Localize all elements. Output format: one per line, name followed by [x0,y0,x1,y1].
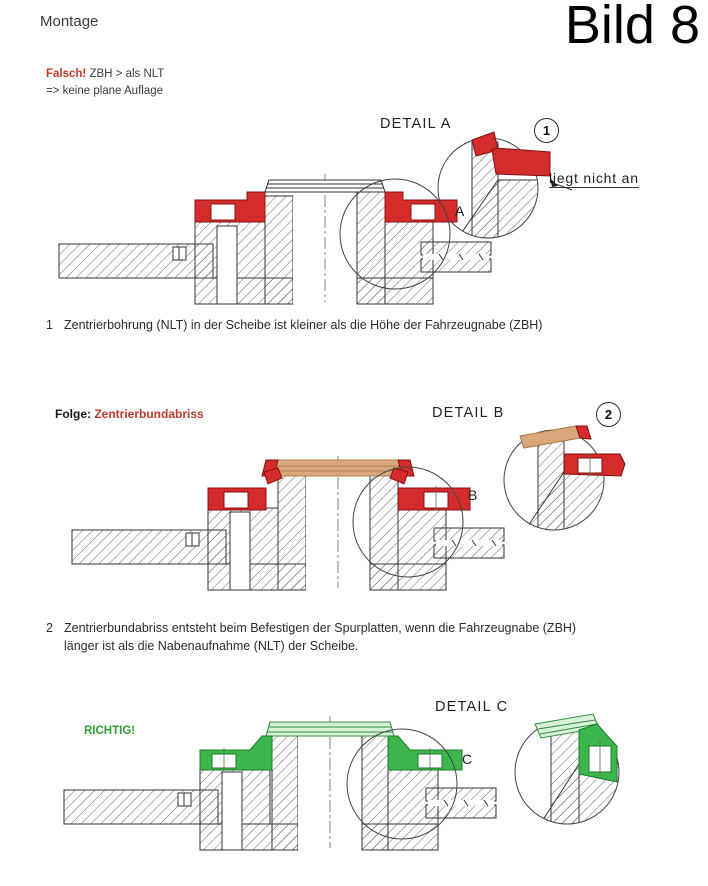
caption-1-text: Zentrierbohrung (NLT) in der Scheibe ist kleiner als die Höhe der Fahrzeugnabe (ZBH) [64,318,543,332]
detail-c-label: DETAIL C [435,699,509,715]
caption-2-text [64,619,664,655]
note-falsch [46,66,164,100]
circled-number-2: 2 [596,402,621,427]
caption-1-number: 1 [46,318,53,332]
note-falsch-line2: => keine plane Auflage [46,85,164,97]
note-richtig-keyword: RICHTIG! [84,725,136,737]
page-title: Montage [40,13,99,30]
main-diagram-3-correct [60,696,500,856]
note-folge-keyword: Folge: [55,407,91,421]
figure-label: Bild 8 [564,0,700,55]
note-falsch-keyword: Falsch! [46,68,87,80]
marker-letter-a: A [455,203,465,219]
caption-2-line1: Zentrierbundabriss entsteht beim Befestigen der Spurplatten, wenn die Fahrzeugnabe (ZBH) [64,621,577,635]
main-diagram-2-torn [68,436,508,596]
note-falsch-text: ZBH > als NLT [86,68,165,80]
note-folge-text: Zentrierbundabriss [91,407,204,421]
detail-b-label: DETAIL B [432,405,505,421]
marker-letter-b: B [468,487,478,503]
detail-b-drawing [492,414,667,534]
circled-number-1: 1 [534,118,559,143]
annotation-liegt-nicht-an: liegt nicht an [549,170,639,186]
main-diagram-1-wrong [55,150,495,310]
note-folge [55,406,204,423]
caption-2-line2: länger ist als die Nabenaufnahme (NLT) der Scheibe. [64,639,359,653]
hub-and-knuckle-section [59,174,491,304]
detail-a-label: DETAIL A [380,116,452,132]
marker-letter-c: C [462,751,473,767]
wheel-seat-tan-strip [262,460,414,476]
caption-2-number: 2 [46,621,53,635]
detail-c-drawing [505,702,680,827]
